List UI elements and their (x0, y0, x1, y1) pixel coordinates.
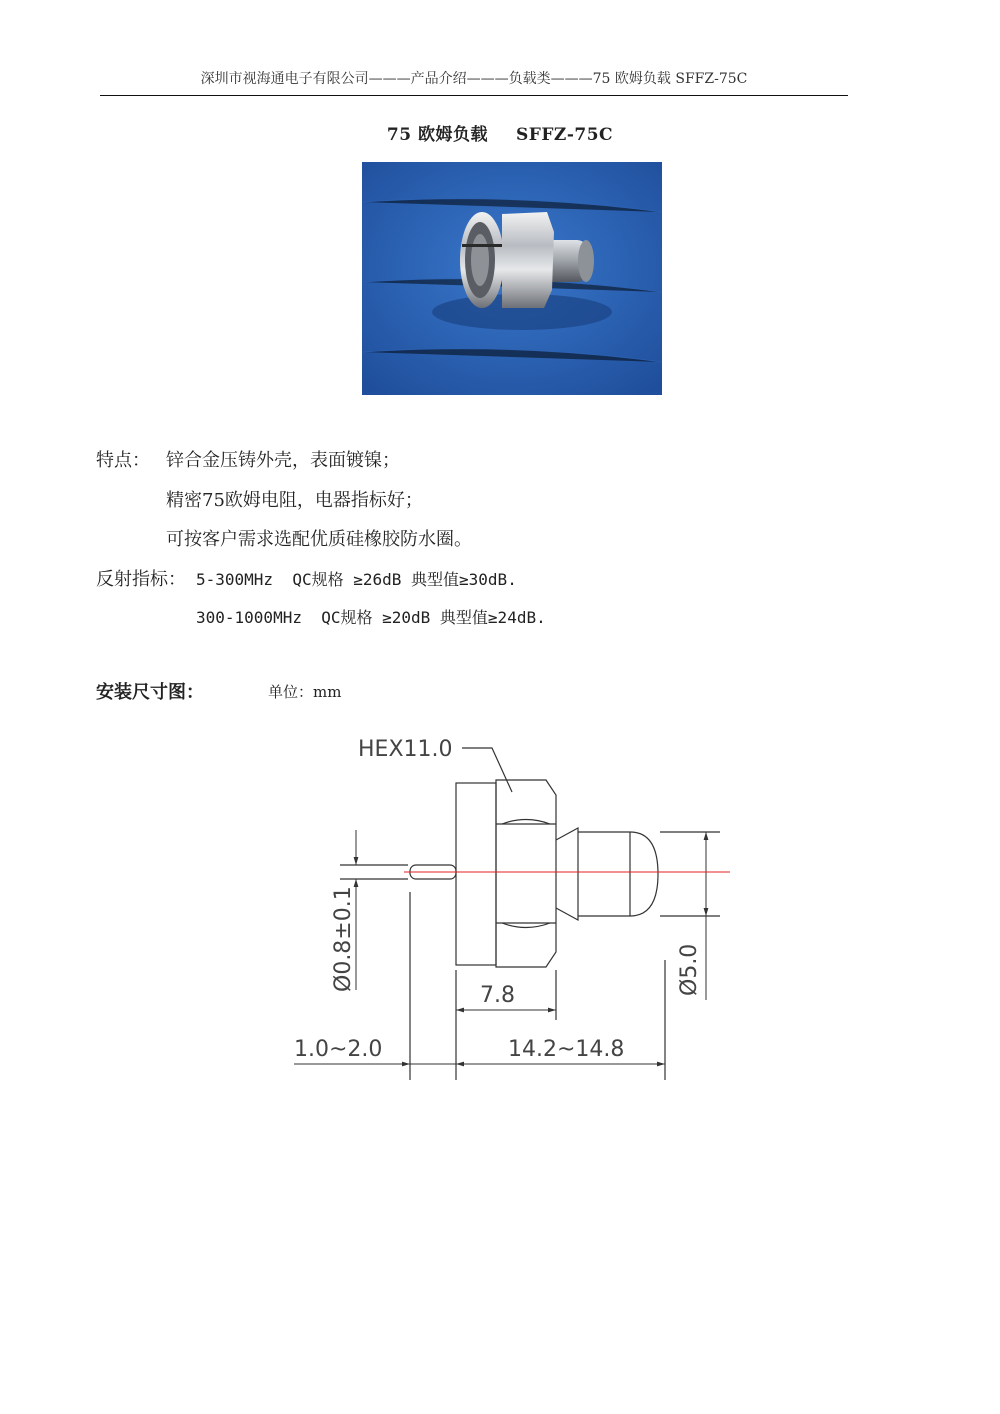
title-name: 75 欧姆负载 (386, 125, 488, 145)
header-divider (100, 95, 848, 96)
page-header: 深圳市视海通电子有限公司———产品介绍———负载类———75 欧姆负载 SFFZ-75C (200, 71, 748, 87)
features-label: 特点： (96, 450, 150, 471)
reflection-row: 5-300MHz QC规格 ≥26dB 典型值≥30dB. (196, 570, 517, 589)
reflection-row: 300-1000MHz QC规格 ≥20dB 典型值≥24dB. (196, 608, 546, 627)
product-photo (362, 162, 662, 395)
install-label: 安装尺寸图： (96, 682, 204, 703)
label-hex: HEX11.0 (358, 737, 453, 762)
label-pin-diameter: Ø0.8±0.1 (331, 886, 356, 992)
reflection-label: 反射指标： (96, 569, 186, 590)
feature-item: 精密75欧姆电阻，电器指标好； (166, 490, 423, 511)
label-total-length: 14.2~14.8 (508, 1037, 625, 1062)
label-hex-length: 7.8 (480, 983, 515, 1008)
page-title (100, 120, 900, 145)
dimension-drawing (280, 720, 740, 1090)
label-body-diameter: Ø5.0 (677, 943, 702, 996)
feature-item: 锌合金压铸外壳，表面镀镍； (166, 450, 400, 471)
unit-label: 单位：mm (268, 683, 342, 701)
label-pin-length: 1.0~2.0 (294, 1037, 383, 1062)
feature-item: 可按客户需求选配优质硅橡胶防水圈。 (166, 529, 472, 550)
title-model: SFFZ-75C (516, 125, 614, 145)
